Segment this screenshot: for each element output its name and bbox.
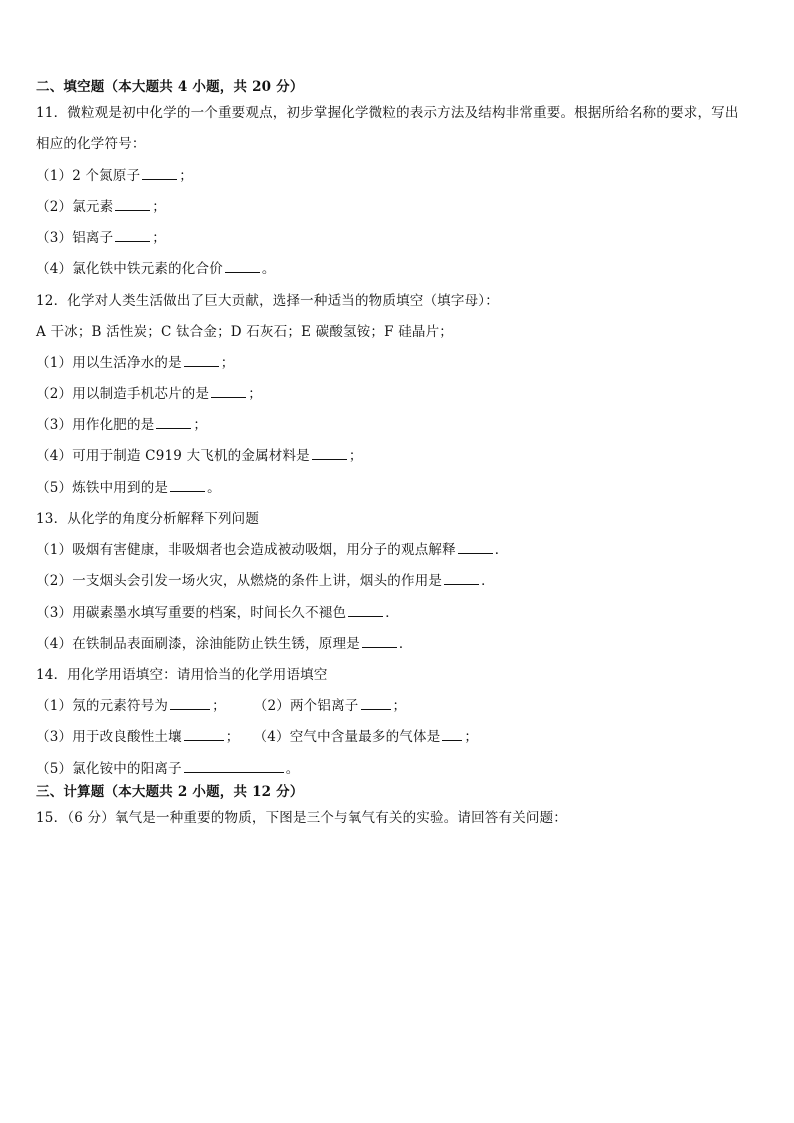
q12-part5 — [36, 478, 221, 498]
q12-part4-text: （4）可用于制造 C919 大飞机的金属材料是 — [36, 448, 310, 464]
q13-part3-end: ． — [385, 605, 399, 621]
q12-part5-end: 。 — [207, 480, 221, 496]
q13-part1-end: ． — [494, 542, 509, 558]
q11-part1 — [36, 166, 193, 186]
q14-part2-end: ； — [392, 698, 407, 714]
answer-blank[interactable] — [362, 634, 397, 648]
q11-part1-text: （1）2 个氮原子 — [36, 168, 141, 184]
answer-blank[interactable] — [170, 696, 210, 710]
answer-blank[interactable] — [184, 353, 219, 367]
answer-blank[interactable] — [156, 415, 191, 429]
section3-heading: 三、计算题（本大题共 2 小题，共 12 分） — [36, 784, 304, 800]
q13-stem: 13．从化学的角度分析解释下列问题 — [36, 511, 260, 527]
q13-part4-text: （4）在铁制品表面刷漆，涂油能防止铁生锈，原理是 — [36, 636, 360, 652]
q13-part2-text: （2）一支烟头会引发一场火灾，从燃烧的条件上讲，烟头的作用是 — [36, 573, 443, 589]
q14-part3-text: （3）用于改良酸性土壤 — [36, 729, 182, 745]
answer-blank[interactable] — [211, 384, 246, 398]
q14-part4-end: ； — [464, 729, 479, 745]
answer-blank[interactable] — [442, 727, 462, 741]
q11-stem-line1: 11．微粒观是初中化学的一个重要观点，初步掌握化学微粒的表示方法及结构非常重要。根据所给名称的要求，写出 — [36, 105, 739, 121]
q11-part1-end: ； — [179, 168, 193, 184]
q12-part2-text: （2）用以制造手机芯片的是 — [36, 386, 210, 402]
q12-part3 — [36, 415, 207, 435]
q14-part2-text: （2）两个铝离子 — [253, 698, 359, 714]
q12-part2-end: ； — [248, 386, 262, 402]
q14-row2 — [36, 727, 478, 747]
q14-part1-text: （1）氖的元素符号为 — [36, 698, 169, 714]
answer-blank[interactable] — [184, 759, 284, 773]
q11-part3-text: （3）铝离子 — [36, 230, 114, 246]
q14-part4-text: （4）空气中含量最多的气体是 — [253, 729, 441, 745]
q13-part3 — [36, 603, 399, 623]
q12-part1-text: （1）用以生活净水的是 — [36, 355, 182, 371]
q12-part4-end: ； — [348, 448, 363, 464]
q12-part1-end: ； — [220, 355, 235, 371]
answer-blank[interactable] — [115, 197, 150, 211]
q12-options: A 干冰；B 活性炭；C 钛合金；D 石灰石；E 碳酸氢铵；F 硅晶片； — [36, 324, 453, 340]
q14-part3-end: ； — [225, 729, 240, 745]
answer-blank[interactable] — [142, 166, 177, 180]
q11-part2-text: （2）氯元素 — [36, 199, 114, 215]
q12-part5-text: （5）炼铁中用到的是 — [36, 480, 169, 496]
answer-blank[interactable] — [444, 571, 479, 585]
q11-part3-end: ； — [152, 230, 166, 246]
q14-part1-end: ； — [212, 698, 226, 714]
q14-row1 — [36, 696, 406, 716]
answer-blank[interactable] — [184, 727, 224, 741]
q14-part5-text: （5）氯化铵中的阳离子 — [36, 761, 182, 777]
q11-part2-end: ； — [152, 199, 166, 215]
answer-blank[interactable] — [225, 259, 260, 273]
q12-part1 — [36, 353, 235, 373]
q12-part3-text: （3）用作化肥的是 — [36, 417, 155, 433]
q11-part4 — [36, 259, 276, 279]
q12-stem: 12．化学对人类生活做出了巨大贡献，选择一种适当的物质填空（填字母）： — [36, 293, 499, 309]
q11-stem-line2: 相应的化学符号： — [36, 136, 146, 152]
answer-blank[interactable] — [115, 228, 150, 242]
q12-part3-end: ； — [193, 417, 208, 433]
q12-part2 — [36, 384, 262, 404]
q13-part4 — [36, 634, 413, 654]
q13-part3-text: （3）用碳素墨水填写重要的档案，时间长久不褪色 — [36, 605, 347, 621]
q11-part2 — [36, 197, 166, 217]
q13-part1-text: （1）吸烟有害健康，非吸烟者也会造成被动吸烟，用分子的观点解释 — [36, 542, 456, 558]
q13-part1 — [36, 540, 509, 560]
answer-blank[interactable] — [361, 696, 391, 710]
q15-stem: 15．（6 分）氧气是一种重要的物质，下图是三个与氧气有关的实验。请回答有关问题： — [36, 810, 568, 826]
q14-row3 — [36, 759, 300, 779]
q13-part2-end: ． — [481, 573, 495, 589]
q12-part4 — [36, 446, 363, 466]
q11-part4-end: 。 — [261, 261, 276, 277]
answer-blank[interactable] — [170, 478, 205, 492]
q14-part5-end: 。 — [285, 761, 300, 777]
answer-blank[interactable] — [458, 540, 493, 554]
q11-part4-text: （4）氯化铁中铁元素的化合价 — [36, 261, 223, 277]
answer-blank[interactable] — [348, 603, 383, 617]
q11-part3 — [36, 228, 166, 248]
q13-part4-end: ． — [398, 636, 413, 652]
section2-heading: 二、填空题（本大题共 4 小题，共 20 分） — [36, 79, 304, 95]
answer-blank[interactable] — [312, 446, 347, 460]
q14-stem: 14．用化学用语填空：请用恰当的化学用语填空 — [36, 667, 328, 683]
q13-part2 — [36, 571, 495, 591]
